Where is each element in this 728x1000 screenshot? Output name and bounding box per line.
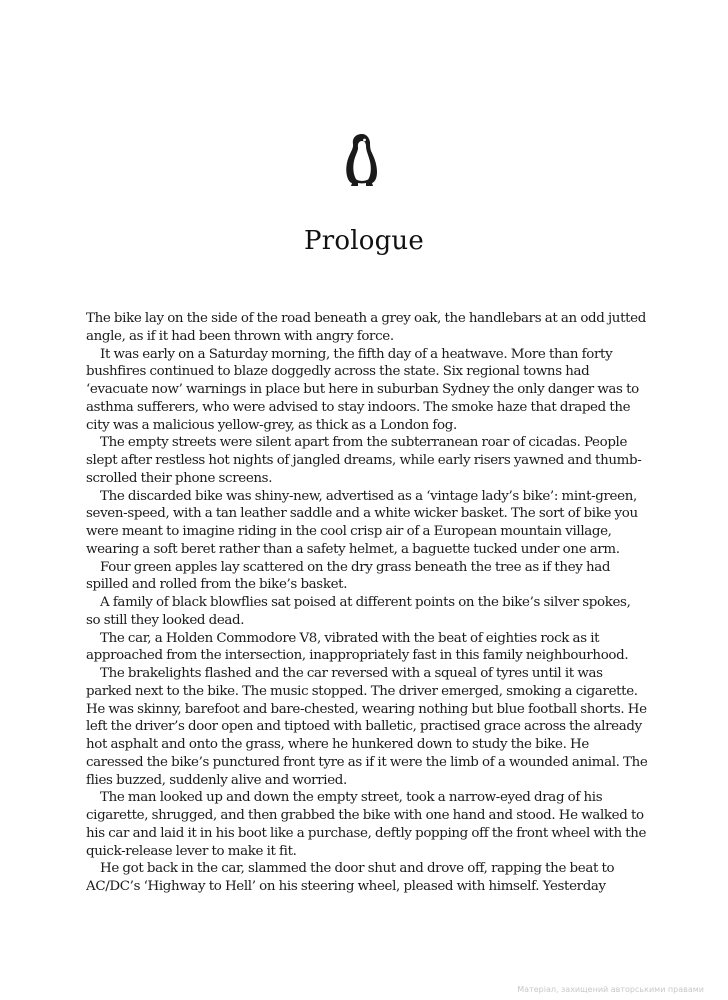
paragraph: The discarded bike was shiny-new, advertised as a ‘vintage lady’s bike’: mint-green, seven-speed, with a tan leather saddle and a white wicker basket. The sort of bike you were meant to imagine riding in the cool crisp air of a European mountain village, wearing a soft beret rather than a safety helmet, a baguette tucked under one arm.	[86, 488, 638, 557]
copyright-watermark: Матеріал, захищений авторськими правами	[517, 985, 704, 994]
paragraph: The bike lay on the side of the road beneath a grey oak, the handlebars at an odd jutted angle, as if it had been thrown with angry force.	[86, 311, 646, 344]
penguin-logo-icon	[342, 132, 382, 188]
body-text	[86, 310, 648, 896]
paragraph: Four green apples lay scattered on the dry grass beneath the tree as if they had spilled and rolled from the bike’s basket.	[86, 559, 611, 593]
paragraph: The empty streets were silent apart from the subterranean roar of cicadas. People slept after restless hot nights of jangled dreams, while early risers yawned and thumb-scrolled their phone screens.	[86, 435, 642, 486]
paragraph: A family of black blowflies sat poised at different points on the bike’s silver spokes, so still they looked dead.	[86, 595, 631, 628]
paragraph: The car, a Holden Commodore V8, vibrated with the beat of eighties rock as it approached from the intersection, inappropriately fast in this family neighbourhood.	[86, 630, 629, 664]
paragraph: The brakelights flashed and the car reversed with a squeal of tyres until it was parked next to the bike. The music stopped. The driver emerged, smoking a cigarette. He was skinny, barefoot and bare-chested, wearing nothing but blue football shorts. He left the driver’s door open and tiptoed with balletic, practised grace across the already hot asphalt and onto the grass, where he hunkered down to study the bike. He caressed the bike’s punctured front tyre as if it were the limb of a wounded animal. The flies buzzed, suddenly alive and worried.	[86, 666, 648, 788]
chapter-title: Prologue	[304, 226, 424, 256]
paragraph: It was early on a Saturday morning, the fifth day of a heatwave. More than forty bushfires continued to blaze doggedly across the state. Six regional towns had ‘evacuate now’ warnings in place but here in suburban Sydney the only danger was to asthma sufferers, who were advised to stay indoors. The smoke haze that draped the city was a malicious yellow-grey, as thick as a London fog.	[86, 346, 639, 433]
paragraph: The man looked up and down the empty street, took a narrow-eyed drag of his cigarette, shrugged, and then grabbed the bike with one hand and stood. He walked to his car and laid it in his boot like a purchase, deftly popping off the front wheel with the quick-release lever to make it fit.	[86, 790, 647, 859]
paragraph: He got back in the car, slammed the door shut and drove off, rapping the beat to AC/DC’s ‘Highway to Hell’ on his steering wheel, pleased with himself. Yesterday	[86, 861, 615, 894]
